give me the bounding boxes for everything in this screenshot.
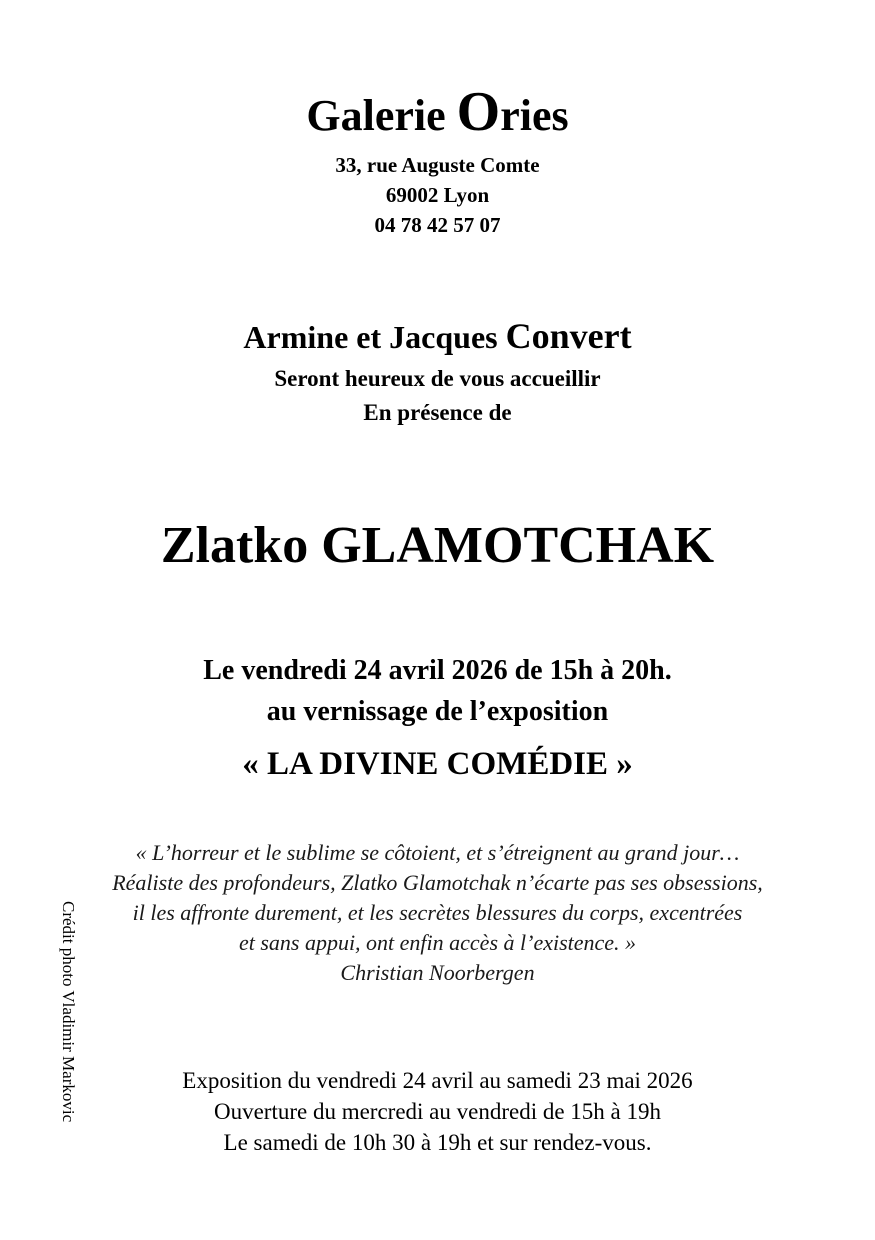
gallery-name [0,81,875,144]
gallery-name-rest: ries [500,91,569,140]
quote-line: et sans appui, ont enfin accès à l’existence. » [238,930,637,955]
artist-name: Zlatko GLAMOTCHAK [160,517,715,574]
hosts-surname: Convert [505,316,632,356]
hosts-names-prefix: Armine et Jacques [243,319,506,355]
gallery-name-prefix: Galerie [306,91,457,140]
quote-line: Réaliste des profondeurs, Zlatko Glamotchak n’écarte pas ses obsessions, [112,870,763,895]
schedule-saturday: Le samedi de 10h 30 à 19h et sur rendez-vous. [223,1130,652,1155]
hosts-welcome-line: Seront heureux de vous accueillir [274,366,601,391]
gallery-address-street: 33, rue Auguste Comte [335,153,540,177]
quote-line: il les affronte durement, et les secrètes blessures du corps, excentrées [132,900,743,925]
hosts-names [0,316,875,357]
hosts-presence-line: En présence de [363,400,512,425]
event-date-line: Le vendredi 24 avril 2026 de 15h à 20h. [203,655,672,686]
schedule-dates: Exposition du vendredi 24 avril au samedi 23 mai 2026 [182,1068,693,1093]
event-vernissage-line: au vernissage de l’exposition [266,696,609,727]
photo-credit: Crédit photo Vladimir Markovic [59,901,78,1123]
quote-line: « L’horreur et le sublime se côtoient, et s’étreignent au grand jour… [135,840,740,865]
gallery-phone: 04 78 42 57 07 [374,213,501,237]
schedule-weekdays: Ouverture du mercredi au vendredi de 15h à 19h [213,1099,662,1124]
gallery-address-city: 69002 Lyon [385,183,490,207]
exhibition-title: « LA DIVINE COMÉDIE » [242,746,633,782]
quote-author: Christian Noorbergen [340,960,535,985]
gallery-name-initial: O [456,81,501,143]
